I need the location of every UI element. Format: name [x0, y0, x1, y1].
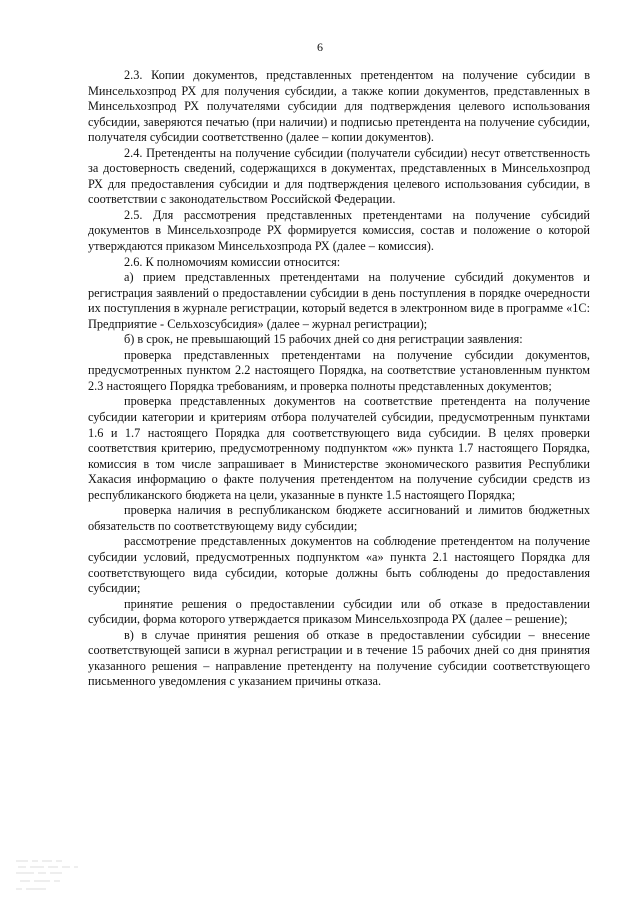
paragraph-2-6-b: б) в срок, не превышающий 15 рабочих дней со дня регистрации заявления:	[124, 332, 523, 347]
paragraph-2-6: 2.6. К полномочиям комиссии относится:	[124, 254, 341, 269]
paragraph-2-3: 2.3. Копии документов, представленных претендентом на получение субсидии в Минсельхозпрод РХ для получения субсидии, а также копии документов, представленных в Минсельхозпрод РХ получателями субсидии для подтверждения целевого использования субсидии, заверяются печатью (при наличии) и подписью претендента на получение субсидии, получателя субсидии соответственно (далее – копии документов).	[88, 68, 590, 145]
paragraph-2-6-a: а) прием представленных претендентами на получение субсидий документов и регистрация заявлений о предоставлении субсидии в день поступления в порядке очередности их поступления в журнале регистрации, который ведется в электронном виде в программе «1С: Предприятие - Сельхозсубсидия» (далее – журнал регистрации);	[88, 270, 590, 331]
paragraph-review-conditions: рассмотрение представленных документов на соблюдение претендентом на получение субсидии условий, предусмотренных подпунктом «а» пункта 2.1 настоящего Порядка для соответствующего вида субсидии, которые должны быть соблюдены до предоставления субсидии;	[88, 534, 590, 596]
paragraph-decision: принятие решения о предоставлении субсидии или об отказе в предоставлении субсидии, форма которого утверждается приказом Минсельхозпрода РХ (далее – решение);	[88, 596, 590, 627]
paragraph-2-6-v: в) в случае принятия решения об отказе в предоставлении субсидии – внесение соответствующей записи в журнал регистрации и в течение 15 рабочих дней со дня принятия указанного решения – направление претенденту на получение субсидии соответствующего письменного уведомления с указанием причины отказа.	[88, 627, 590, 689]
faint-stamp-icon	[12, 851, 98, 899]
paragraph-2-4: 2.4. Претенденты на получение субсидии (получатели субсидии) несут ответственность за достоверность сведений, содержащихся в документах, представленных в Минсельхозпрод РХ для предоставления субсидии и для подтверждения целевого использования субсидии, в соответствии с законодательством Российской Федерации.	[88, 145, 590, 207]
paragraph-check-budget: проверка наличия в республиканском бюджете ассигнований и лимитов бюджетных обязательств по соответствующему виду субсидии;	[88, 503, 590, 533]
document-body	[88, 68, 590, 690]
paragraph-2-5: 2.5. Для рассмотрения представленных претендентами на получение субсидий документов в Минсельхозпроде РХ формируется комиссия, состав и положение о которой утверждаются приказом Минсельхозпрода РХ (далее – комиссия).	[88, 207, 590, 254]
paragraph-check-criteria: проверка представленных документов на соответствие претендента на получение субсидии категории и критериям отбора получателей субсидии, предусмотренным пунктами 1.6 и 1.7 настоящего Порядка для соответствующего вида субсидии. В целях проверки соответствия критерию, предусмотренному подпунктом «ж» пункта 1.7 настоящего Порядка, комиссия в том числе запрашивает в Министерстве экономического развития Республики Хакасия информацию о факте получения претендентом на получение субсидии средств из республиканского бюджета на цели, указанные в пункте 1.5 настоящего Порядка;	[88, 394, 590, 502]
page-number: 6	[317, 40, 323, 54]
paragraph-check-documents: проверка представленных претендентами на получение субсидии документов, предусмотренных пунктом 2.2 настоящего Порядка, на соответствие установленным пунктом 2.3 настоящего Порядка требованиям, и проверка полноты представленных документов;	[88, 347, 590, 393]
